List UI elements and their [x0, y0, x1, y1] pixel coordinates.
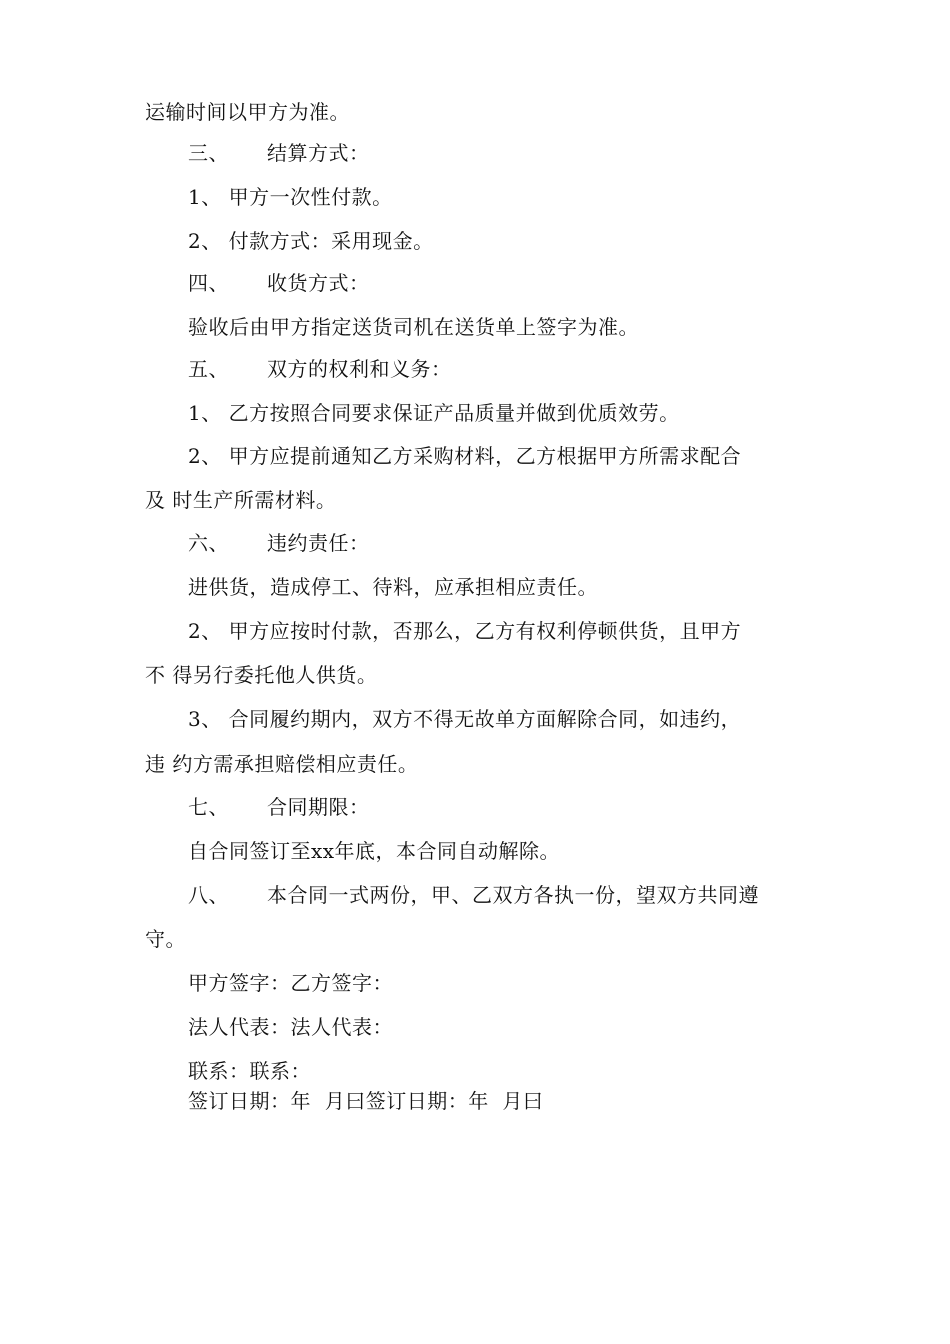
text-line [188, 838, 560, 864]
line-text: 不 得另行委托他人供货。 [145, 663, 378, 687]
line-text: 运输时间以甲方为准。 [145, 100, 350, 124]
section-title: 收货方式： [267, 271, 370, 295]
text-line [188, 574, 598, 600]
section-number: 七、 [188, 795, 229, 819]
line-text: 1、 乙方按照合同要求保证产品质量并做到优质效劳。 [188, 401, 680, 425]
section-heading-5 [188, 356, 452, 382]
text-line [188, 443, 741, 469]
line-text: 2、 付款方式：采用现金。 [188, 229, 434, 253]
line-text: 签订日期：年 月曰签订日期：年 月曰 [188, 1089, 544, 1113]
line-text: 及 时生产所需材料。 [145, 488, 337, 512]
text-line [188, 184, 393, 210]
section-number: 四、 [188, 271, 229, 295]
section-title: 本合同一式两份，甲、乙双方各执一份，望双方共同遵 [267, 883, 759, 907]
line-text: 违 约方需承担赔偿相应责任。 [145, 752, 419, 776]
section-heading-4 [188, 270, 370, 296]
text-line [188, 706, 741, 732]
line-text: 法人代表：法人代表： [188, 1015, 393, 1039]
text-line [188, 314, 639, 340]
section-heading-6 [188, 530, 370, 556]
line-text: 守。 [145, 927, 186, 951]
section-title: 结算方式： [267, 141, 370, 165]
text-line [145, 99, 350, 125]
signature-line [188, 970, 393, 996]
line-text: 进供货，造成停工、待料，应承担相应责任。 [188, 575, 598, 599]
section-title: 双方的权利和义务： [267, 357, 452, 381]
line-text: 自合同签订至xx年底，本合同自动解除。 [188, 839, 561, 863]
section-heading-7 [188, 794, 370, 820]
text-line [188, 618, 741, 644]
section-heading-8 [188, 882, 759, 908]
signing-date-line [188, 1088, 543, 1114]
text-line [145, 487, 336, 513]
text-line [145, 926, 186, 952]
section-number: 五、 [188, 357, 229, 381]
line-text: 甲方签字：乙方签字： [188, 971, 393, 995]
line-text: 1、 甲方一次性付款。 [188, 185, 393, 209]
section-title: 合同期限： [267, 795, 370, 819]
text-line [188, 228, 434, 254]
text-line [145, 662, 377, 688]
section-number: 六、 [188, 531, 229, 555]
contact-line [188, 1058, 311, 1084]
section-number: 三、 [188, 141, 229, 165]
section-heading-3 [188, 140, 370, 166]
text-line [145, 751, 418, 777]
text-line [188, 400, 680, 426]
line-text: 验收后由甲方指定送货司机在送货单上签字为准。 [188, 315, 639, 339]
line-text: 联系：联系： [188, 1059, 311, 1083]
representative-line [188, 1014, 393, 1040]
section-number: 八、 [188, 883, 229, 907]
line-text: 2、 甲方应提前通知乙方采购材料，乙方根据甲方所需求配合 [188, 444, 742, 468]
section-title: 违约责任： [267, 531, 370, 555]
line-text: 3、 合同履约期内，双方不得无故单方面解除合同，如违约， [188, 707, 742, 731]
line-text: 2、 甲方应按时付款，否那么，乙方有权利停顿供货，且甲方 [188, 619, 742, 643]
